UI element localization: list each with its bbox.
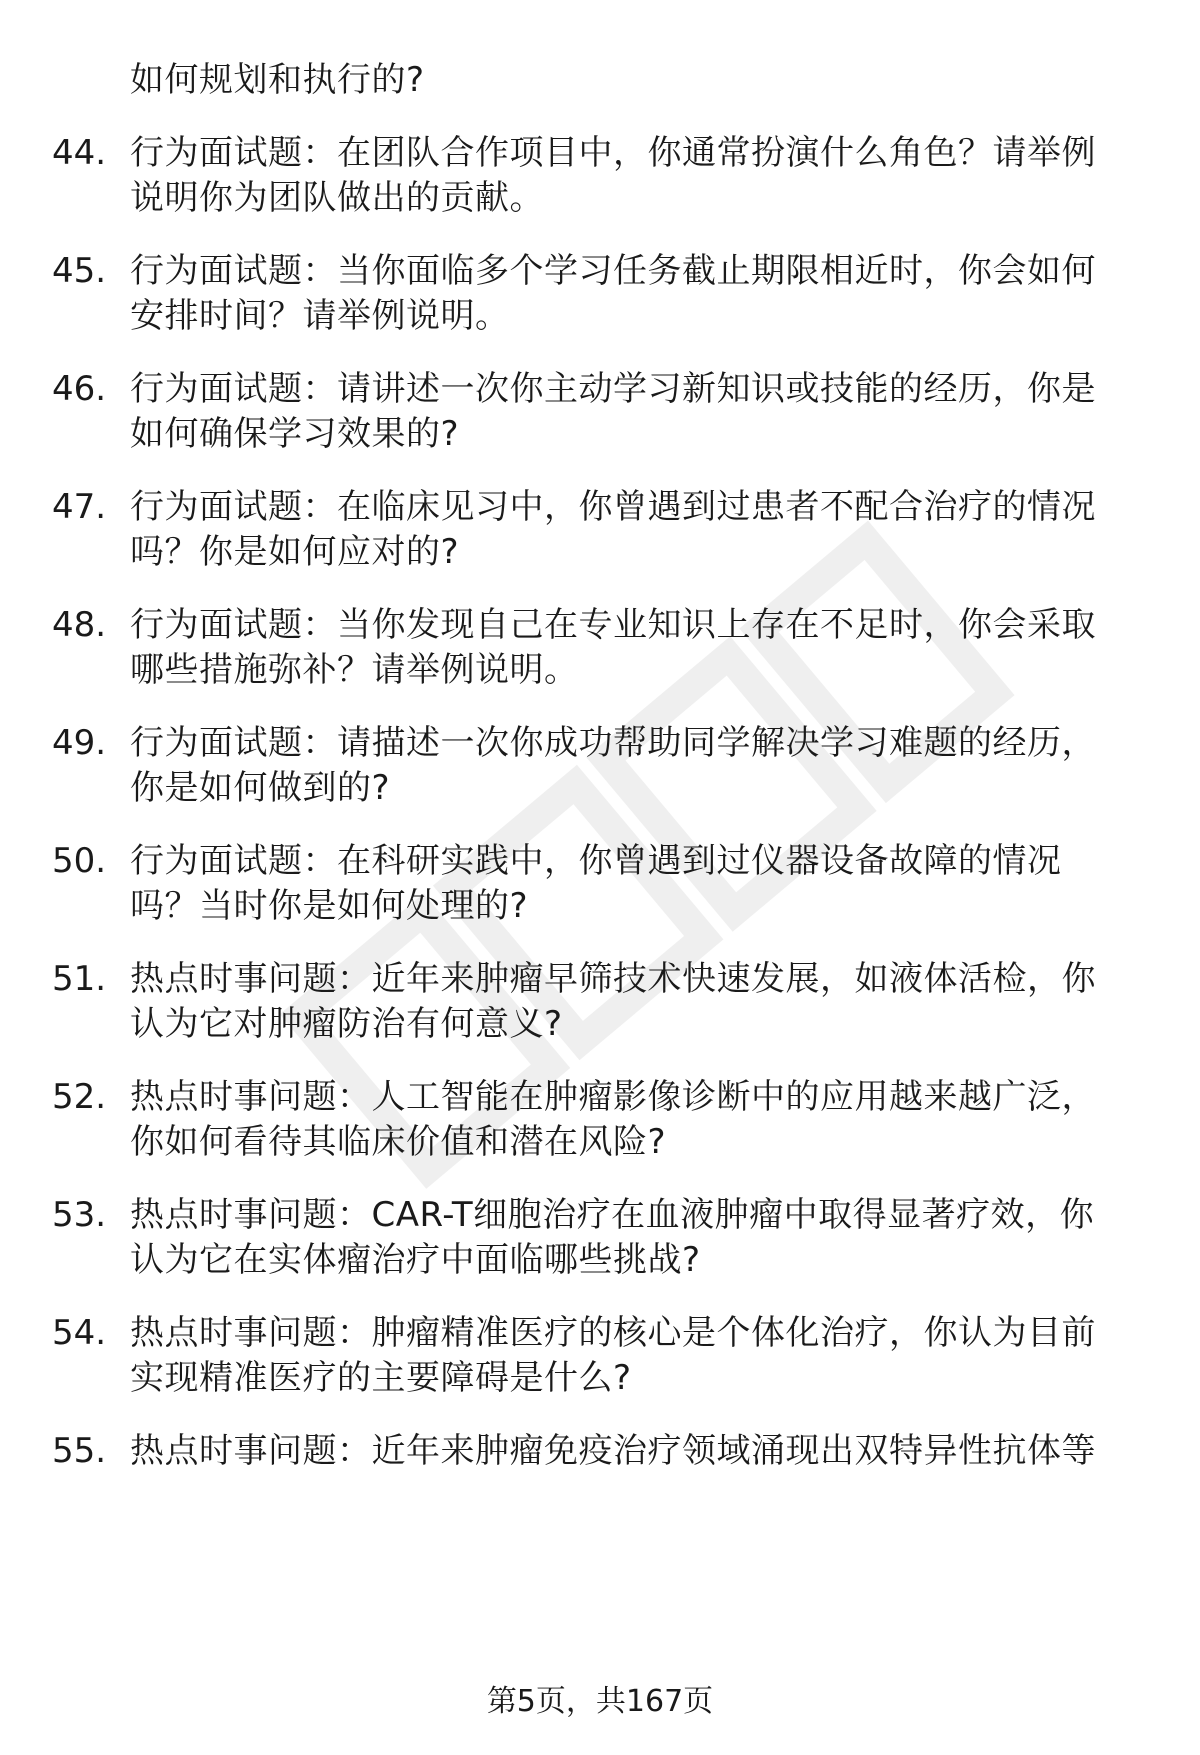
item-text-line1: 行为面试题：在科研实践中，你曾遇到过仪器设备故障的情况 [130,841,1062,881]
item-text-line2: 吗？当时你是如何处理的? [130,886,529,926]
item-text-line2: 认为它在实体瘤治疗中面临哪些挑战? [130,1240,701,1280]
continuation-text: 如何规划和执行的? [130,60,425,100]
item-number: 44. [52,133,107,173]
item-number: 45. [52,251,107,291]
item-text-line1: 行为面试题：在临床见习中，你曾遇到过患者不配合治疗的情况 [130,487,1096,527]
item-text-line1: 行为面试题：当你发现自己在专业知识上存在不足时，你会采取 [130,605,1096,645]
item-text-line1: 热点时事问题：人工智能在肿瘤影像诊断中的应用越来越广泛， [130,1077,1096,1117]
item-number: 54. [52,1313,107,1353]
item-text-line1: 热点时事问题：近年来肿瘤早筛技术快速发展，如液体活检，你 [130,959,1096,999]
item-text-line1: 热点时事问题：CAR-T细胞治疗在血液肿瘤中取得显著疗效，你 [130,1195,1095,1235]
item-text-line2: 安排时间？请举例说明。 [130,296,510,336]
item-number: 47. [52,487,107,527]
item-text-line1: 行为面试题：请描述一次你成功帮助同学解决学习难题的经历， [130,723,1096,763]
item-number: 52. [52,1077,107,1117]
item-text-line2: 认为它对肿瘤防治有何意义? [130,1004,563,1044]
item-text-line1: 行为面试题：当你面临多个学习任务截止期限相近时，你会如何 [130,251,1096,291]
item-text-line1: 行为面试题：在团队合作项目中，你通常扮演什么角色？请举例 [130,133,1096,173]
item-text-line1: 热点时事问题：近年来肿瘤免疫治疗领域涌现出双特异性抗体等 [130,1431,1096,1471]
item-text-line2: 你如何看待其临床价值和潜在风险? [130,1122,667,1162]
item-text-line2: 说明你为团队做出的贡献。 [130,178,544,218]
item-text-line2: 哪些措施弥补？请举例说明。 [130,650,579,690]
item-number: 50. [52,841,107,881]
item-text-line2: 你是如何做到的? [130,768,391,808]
item-text-line2: 如何确保学习效果的? [130,414,460,454]
item-number: 46. [52,369,107,409]
item-text-line2: 吗？你是如何应对的? [130,532,460,572]
item-number: 48. [52,605,107,645]
item-number: 55. [52,1431,107,1471]
item-number: 49. [52,723,107,763]
item-text-line1: 热点时事问题：肿瘤精准医疗的核心是个体化治疗，你认为目前 [130,1313,1096,1353]
item-text-line2: 实现精准医疗的主要障碍是什么? [130,1358,632,1398]
item-number: 53. [52,1195,107,1235]
item-number: 51. [52,959,107,999]
item-text-line1: 行为面试题：请讲述一次你主动学习新知识或技能的经历，你是 [130,369,1096,409]
page-footer: 第5页，共167页 [486,1684,714,1719]
